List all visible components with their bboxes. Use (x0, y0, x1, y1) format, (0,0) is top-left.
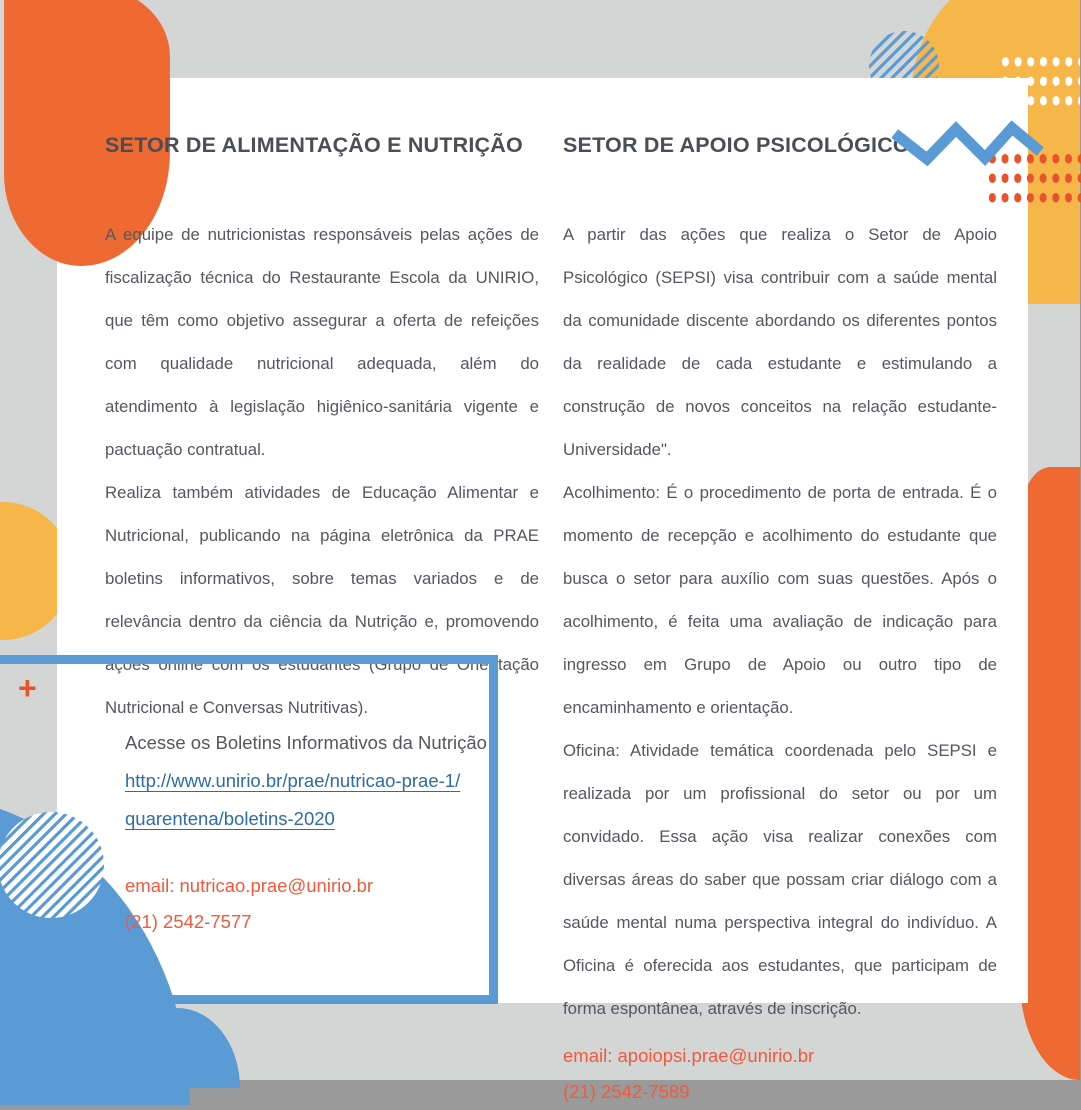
plus-icon: + (18, 670, 37, 706)
nutrition-paragraph-2: Realiza também atividades de Educação Alimentar e Nutricional, publicando na página eletrônica da PRAE boletins informativos, sobre temas variados e de relevância dentro da ciência da Nutrição e, promovendo ações online com os estudantes (Grupo de Orientação Nutricional e Conversas Nutritivas). (105, 483, 539, 717)
psych-heading: SETOR DE APOIO PSICOLÓGICO (563, 133, 910, 157)
bulletins-link-line-2[interactable]: quarentena/boletins-2020 (125, 808, 335, 829)
bulletins-title: Acesse os Boletins Informativos da Nutrição (125, 732, 487, 753)
nutrition-phone: (21) 2542-7577 (125, 911, 252, 932)
zigzag-line-icon (893, 118, 1043, 168)
nutrition-info-box-content (125, 724, 525, 940)
bulletins-link-line-1[interactable]: http://www.unirio.br/prae/nutricao-prae-1/ (125, 770, 461, 791)
section-psychological-support (563, 132, 997, 1110)
psych-paragraph-1: A partir das ações que realiza o Setor de Apoio Psicológico (SEPSI) visa contribuir com a saúde mental da comunidade discente abordando os diferentes pontos da realidade de cada estudante e estimulando a construção de novos conceitos na relação estudante-Universidade". (563, 225, 997, 459)
dot-grid-icon (999, 52, 1080, 111)
psych-phone: (21) 2542-7589 (563, 1081, 690, 1102)
psych-email: email: apoiopsi.prae@unirio.br (563, 1045, 815, 1066)
nutrition-email: email: nutricao.prae@unirio.br (125, 875, 374, 896)
section-nutrition (105, 132, 539, 729)
nutrition-heading: SETOR DE ALIMENTAÇÃO E NUTRIÇÃO (105, 133, 523, 157)
nutrition-paragraph-1: A equipe de nutricionistas responsáveis pelas ações de fiscalização técnica do Restaurante Escola da UNIRIO, que têm como objetivo assegurar a oferta de refeições com qualidade nutricional adequada, além do atendimento à legislação higiênico-sanitária vigente e pactuação contratual. (105, 225, 539, 459)
psych-paragraph-2: Acolhimento: É o procedimento de porta de entrada. É o momento de recepção e acolhimento do estudante que busca o setor para auxílio com suas questões. Após o acolhimento, é feita uma avaliação de indicação para ingresso em Grupo de Apoio ou outro tipo de encaminhamento e orientação. (563, 483, 997, 717)
psych-paragraph-3: Oficina: Atividade temática coordenada pelo SEPSI e realizada por um profissional do setor ou por um convidado. Essa ação visa realizar conexões com diversas áreas do saber que possam criar diálogo com a saúde mental numa perspectiva integral do indivíduo. A Oficina é oferecida aos estudantes, que participam de forma espontânea, através de inscrição. (563, 741, 997, 1018)
orange-blob-right (1020, 467, 1080, 1080)
